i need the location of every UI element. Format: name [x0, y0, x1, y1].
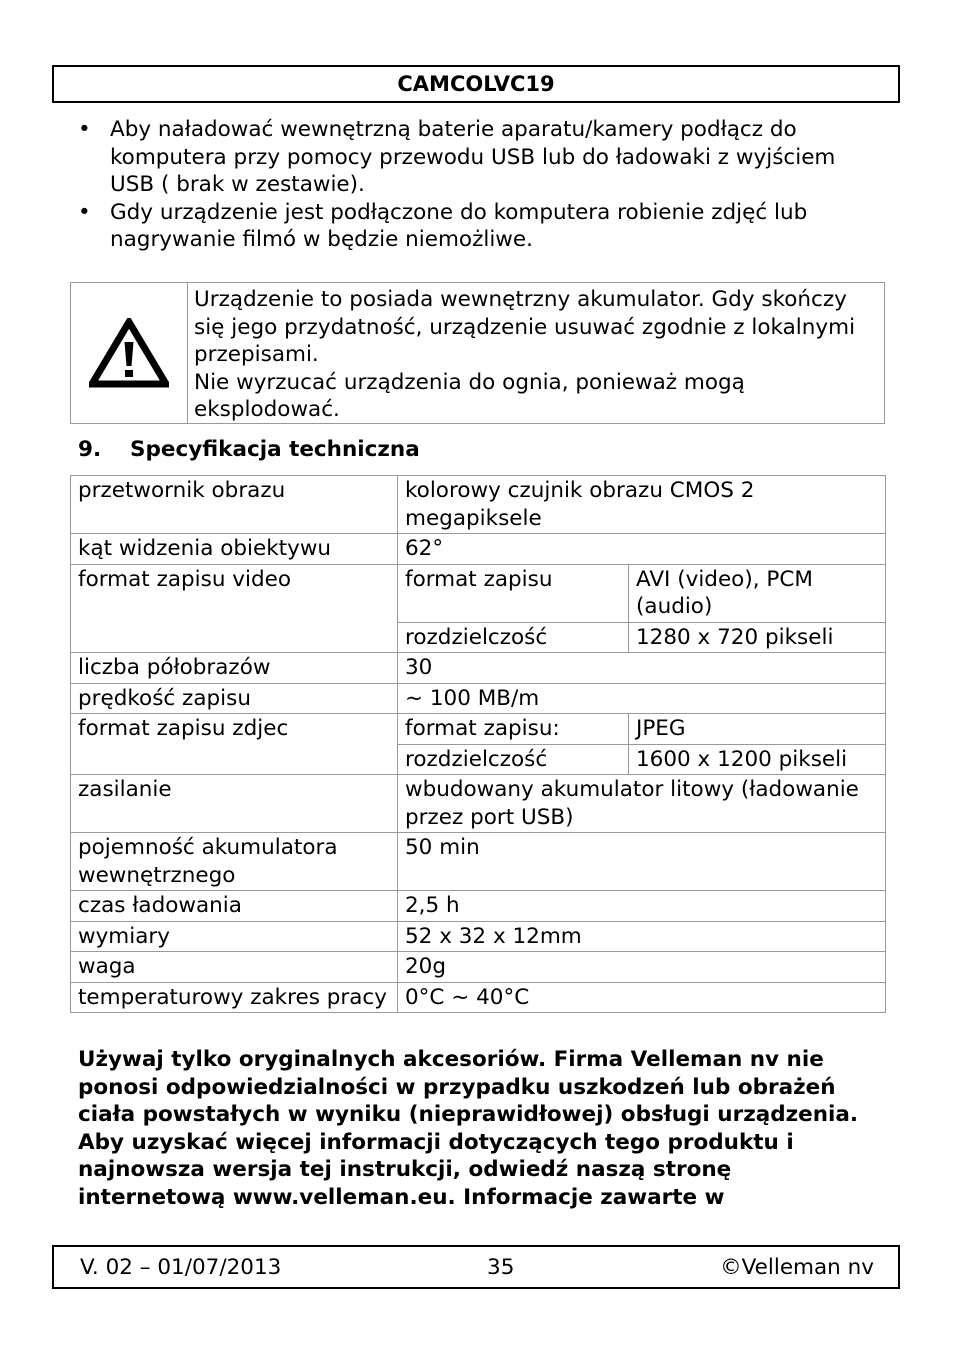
table-row	[71, 921, 886, 952]
spec-label: prędkość zapisu	[71, 683, 398, 714]
copyright: ©Velleman nv	[720, 1254, 874, 1280]
warning-line: Urządzenie to posiada wewnętrzny akumulator. Gdy skończy się jego przydatność, urządzenie usuwać zgodnie z lokalnymi przepisami.	[194, 287, 856, 367]
spec-sublabel: rozdzielczość	[398, 744, 629, 775]
warning-line: Nie wyrzucać urządzenia do ognia, ponieważ mogą eksplodować.	[194, 369, 745, 422]
spec-value: wbudowany akumulator litowy (ładowanie przez port USB)	[398, 775, 886, 833]
table-row	[71, 775, 886, 833]
spec-value: 50 min	[398, 833, 886, 891]
table-row	[71, 952, 886, 983]
warning-triangle-icon	[89, 318, 169, 388]
spec-value: 1280 x 720 pikseli	[629, 622, 886, 653]
spec-value: AVI (video), PCM (audio)	[629, 564, 886, 622]
table-row	[71, 534, 886, 565]
page-footer	[52, 1245, 900, 1289]
spec-label: czas ładowania	[71, 891, 398, 922]
spec-label: temperaturowy zakres pracy	[71, 982, 398, 1013]
section-number: 9.	[78, 437, 102, 462]
page-number: 35	[487, 1254, 515, 1280]
list-item: • Gdy urządzenie jest podłączone do komputera robienie zdjęć lub nagrywanie filmó w będzie niemożliwe.	[78, 199, 868, 254]
list-item: • Aby naładować wewnętrzną baterie aparatu/kamery podłącz do komputera przy pomocy przewodu USB lub do ładowaki z wyjściem USB ( brak w zestawie).	[78, 116, 868, 199]
spec-label: pojemność akumulatora wewnętrznego	[71, 833, 398, 891]
spec-value: 2,5 h	[398, 891, 886, 922]
page-header	[52, 65, 900, 103]
spec-label: wymiary	[71, 921, 398, 952]
warning-icon-cell	[71, 283, 188, 423]
spec-label: waga	[71, 952, 398, 983]
table-row	[71, 714, 886, 745]
model-title: CAMCOLVC19	[397, 72, 555, 96]
spec-value: 0°C ~ 40°C	[398, 982, 886, 1013]
warning-text	[188, 283, 884, 423]
spec-value: 20g	[398, 952, 886, 983]
spec-value: 62°	[398, 534, 886, 565]
spec-value: kolorowy czujnik obrazu CMOS 2 megapiksele	[398, 476, 886, 534]
table-row	[71, 476, 886, 534]
spec-label: przetwornik obrazu	[71, 476, 398, 534]
table-row	[71, 891, 886, 922]
spec-sublabel: format zapisu	[398, 564, 629, 622]
spec-label: liczba półobrazów	[71, 653, 398, 684]
version-date: V. 02 – 01/07/2013	[80, 1254, 282, 1280]
spec-label: kąt widzenia obiektywu	[71, 534, 398, 565]
spec-value: ~ 100 MB/m	[398, 683, 886, 714]
bullet-list	[78, 116, 868, 254]
spec-value: 1600 x 1200 pikseli	[629, 744, 886, 775]
disclaimer-text: Używaj tylko oryginalnych akcesoriów. Firma Velleman nv nie ponosi odpowiedzialności w przypadku uszkodzeń lub obrażeń ciała powstałych w wyniku (nieprawidłowej) obsługi urządzenia. Aby uzyskać więcej informacji dotyczących tego produktu i najnowsza wersja tej instrukcji, odwiedź naszą stronę internetową www.velleman.eu. Informacje zawarte w	[78, 1047, 859, 1210]
spec-sublabel: rozdzielczość	[398, 622, 629, 653]
table-row	[71, 564, 886, 622]
table-row	[71, 833, 886, 891]
spec-label: format zapisu video	[71, 564, 398, 653]
table-row	[71, 683, 886, 714]
spec-label: zasilanie	[71, 775, 398, 833]
spec-table	[70, 475, 886, 1013]
table-row	[71, 653, 886, 684]
spec-label: format zapisu zdjec	[71, 714, 398, 775]
section-title: Specyfikacja techniczna	[130, 437, 420, 462]
spec-value: JPEG	[629, 714, 886, 745]
disclaimer-note	[78, 1046, 878, 1211]
spec-sublabel: format zapisu:	[398, 714, 629, 745]
warning-box	[70, 282, 885, 424]
section-heading	[78, 437, 420, 462]
spec-value: 52 x 32 x 12mm	[398, 921, 886, 952]
spec-value: 30	[398, 653, 886, 684]
table-row	[71, 982, 886, 1013]
